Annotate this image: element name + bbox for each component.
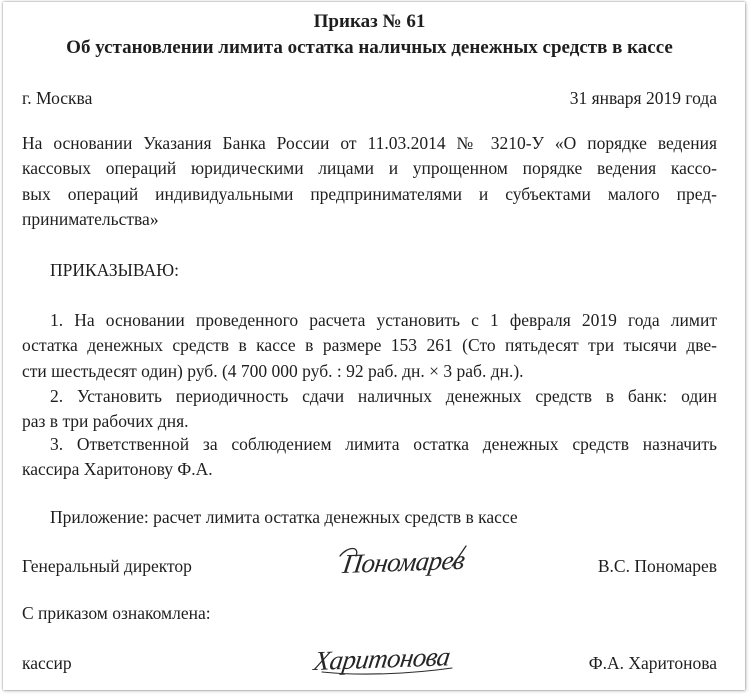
order-item-3-line: 3. Ответственной за соблюдением лимита остатка денежных средств назначить [50,434,717,454]
acknowledgement-label: С приказом ознакомлена: [22,602,211,623]
preamble-line: На основании Указания Банка России от 11.03.2014 № 3210-У «О порядке ведения [22,132,717,153]
order-item-2-line: раз в три рабочих дня. [22,410,189,431]
order-item-1-line: остатка денежных средств в кассе в размере 153 261 (Сто пятьдесят три тысячи две- [22,335,717,355]
order-item-1-line: сти шестьдесят один) руб. (4 700 000 руб. : 92 раб. дн. × 3 раб. дн.). [22,360,524,381]
cashier-name: Ф.А. Харитонова [588,652,717,673]
director-signature: Пономарев [340,544,467,580]
preamble-line: вых операций индивидуальными предпринимателями и субъектами малого пред- [22,183,717,204]
order-item-2-line: 2. Установить периодичность сдачи наличных денежных средств в банк: один [50,386,717,406]
cashier-position: кассир [22,652,72,673]
order-item-1-line: 1. На основании проведенного расчета установить с 1 февраля 2019 года лимит [50,309,717,330]
order-directive: ПРИКАЗЫВАЮ: [50,259,179,280]
cashier-signature: Харитонова [311,641,452,677]
city: г. Москва [22,87,93,108]
place-date-row [22,86,717,111]
preamble-line: кассовых операций юридическими лицами и упрощенном порядке ведения кассо- [22,157,717,178]
order-item-3-line: кассира Харитонову Ф.А. [22,458,213,479]
order-subject: Об установлении лимита остатка наличных денежных средств в кассе [66,37,673,58]
preamble-line: принимательства» [22,209,159,229]
order-date: 31 января 2019 года [569,87,717,108]
order-title: Приказ № 61 [313,11,426,32]
director-name: В.С. Пономарев [597,555,717,576]
appendix-note: Приложение: расчет лимита остатка денежных средств в кассе [50,506,518,527]
director-position: Генеральный директор [22,555,192,576]
